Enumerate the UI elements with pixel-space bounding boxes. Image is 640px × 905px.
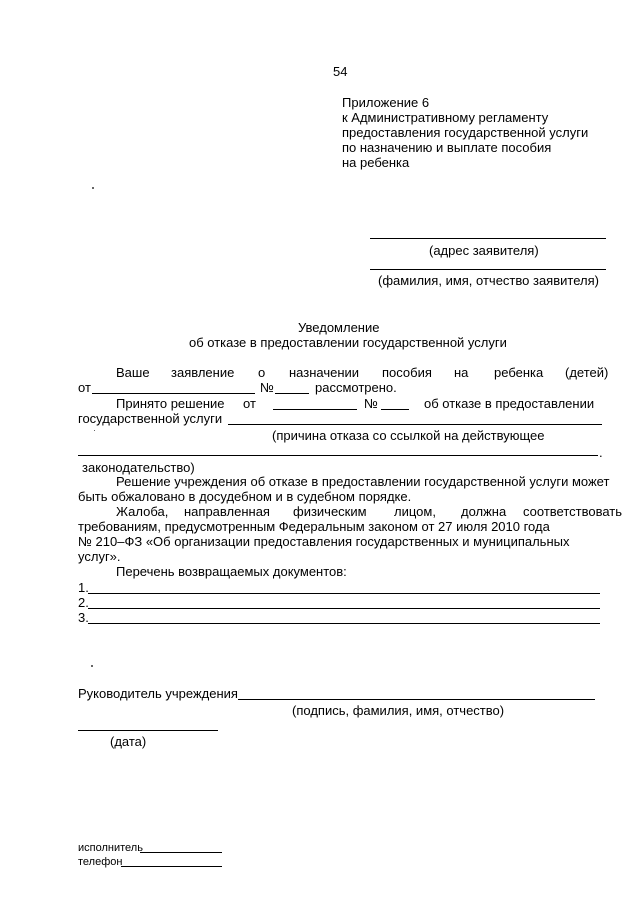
address-label: (адрес заявителя) [429,243,539,258]
reviewed-text: рассмотрено. [315,380,397,395]
decision-tail: об отказе в предоставлении [424,396,595,411]
word: Ваше [116,365,150,380]
word: о [258,365,266,380]
documents-title: Перечень возвращаемых документов: [116,564,347,579]
phone-blank [121,866,222,867]
page-number: 54 [333,64,348,79]
head-label: Руководитель учреждения [78,686,238,701]
service-text: государственной услуги [78,411,223,426]
date-blank [92,393,255,394]
notice-subtitle: об отказе в предоставлении государственной услуги [189,335,507,350]
appendix-title: Приложение 6 [342,95,430,110]
complaint-line: требованиям, предусмотренным Федеральным законом от 27 июля 2010 года [78,519,550,534]
date-label: (дата) [110,734,147,749]
executor-label: исполнитель [78,842,143,854]
scan-speck [94,430,95,431]
reason-label: (причина отказа со ссылкой на действующее [272,428,545,443]
decision-from: от [243,396,256,411]
word: физическим [293,504,367,519]
scan-speck [92,187,94,189]
list-item-number: 3. [78,610,89,625]
word: на [454,365,469,380]
word: заявление [171,365,235,380]
word: пособия [382,365,432,380]
name-label: (фамилия, имя, отчество заявителя) [378,273,599,288]
executor-blank [140,852,222,853]
complaint-line: № 210–ФЗ «Об организации предоставления государственных и муниципальных [78,534,570,549]
list-item-number: 2. [78,595,89,610]
reason-blank [78,455,598,456]
service-blank [228,424,602,425]
complaint-line: услуг». [78,549,121,564]
from-label: от [78,380,91,395]
word: лицом, [394,504,436,519]
address-line [370,238,606,239]
word: Жалоба, [116,504,169,519]
word: направленная [184,504,270,519]
name-line [370,269,606,270]
word: соответствовать [523,504,623,519]
word: должна [461,504,507,519]
appeal-line: Решение учреждения об отказе в предоставлении государственной услуги может [116,474,610,489]
scan-speck [91,665,93,667]
number-label: № [260,380,274,395]
decision-number-label: № [364,396,378,411]
date-line [78,730,218,731]
decision-number-blank [381,409,409,410]
appendix-line: к Административному регламенту [342,110,549,125]
number-blank [275,393,309,394]
signature-blank [238,699,595,700]
appendix-line: предоставления государственной услуги [342,125,589,140]
list-item-blank [88,593,600,594]
appendix-line: по назначению и выплате пособия [342,140,552,155]
signature-hint: (подпись, фамилия, имя, отчество) [292,703,505,718]
reason-label-end: законодательство) [82,460,195,475]
reason-dot: . [599,445,603,460]
word: ребенка [494,365,544,380]
list-item-blank [88,623,600,624]
phone-label: телефон [78,856,123,868]
list-item-number: 1. [78,580,89,595]
word: (детей) [565,365,609,380]
notice-title: Уведомление [298,320,380,335]
decision-date-blank [273,409,357,410]
appeal-line: быть обжаловано в досудебном и в судебном порядке. [78,489,412,504]
list-item-blank [88,608,600,609]
decision-text: Принято решение [116,396,225,411]
word: назначении [289,365,360,380]
appendix-line: на ребенка [342,155,410,170]
